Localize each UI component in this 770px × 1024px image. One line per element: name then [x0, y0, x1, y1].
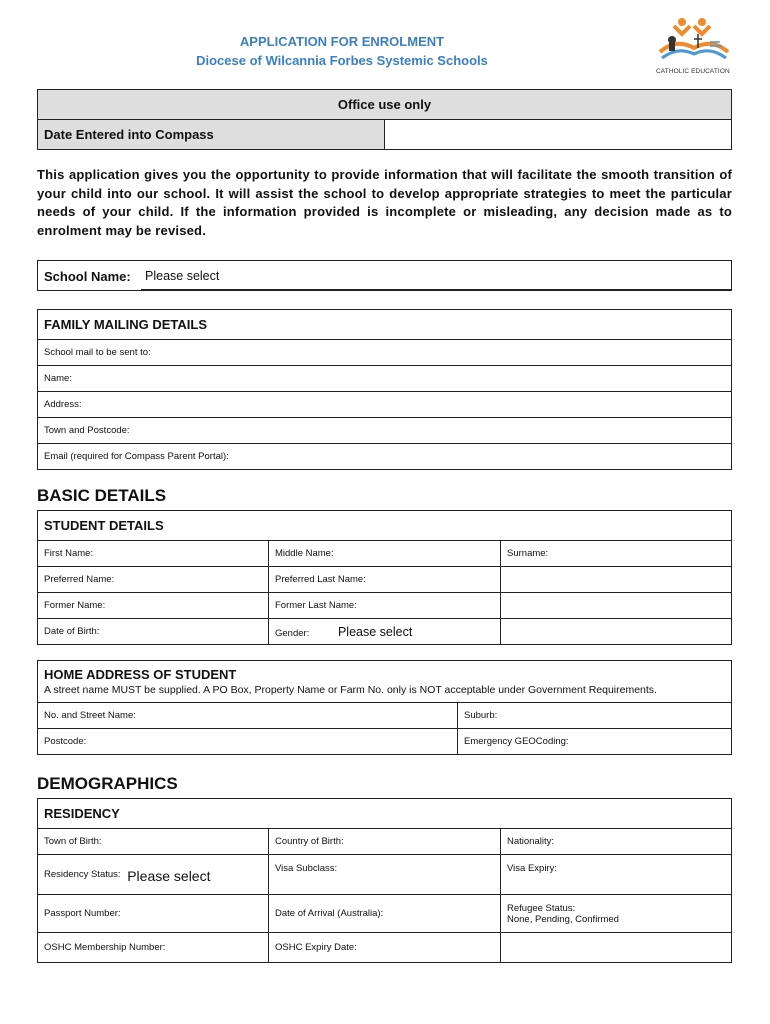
visa-expiry-field[interactable]: Visa Expiry: — [501, 855, 732, 895]
preferred-name-field[interactable]: Preferred Name: — [38, 567, 269, 593]
form-title: APPLICATION FOR ENROLMENT — [239, 34, 445, 49]
residency-table — [37, 798, 732, 963]
gender-select[interactable]: Please select — [334, 624, 416, 640]
home-address-heading: HOME ADDRESS OF STUDENT — [44, 667, 237, 682]
former-name-field[interactable]: Former Name: — [38, 593, 269, 619]
student-details-heading: STUDENT DETAILS — [38, 511, 732, 541]
surname-field[interactable]: Surname: — [501, 541, 732, 567]
geocoding-field[interactable]: Emergency GEOCoding: — [458, 729, 732, 755]
former-last-name-field[interactable]: Former Last Name: — [269, 593, 501, 619]
oshc-number-field[interactable]: OSHC Membership Number: — [38, 933, 269, 963]
demographics-title: DEMOGRAPHICS — [37, 774, 178, 793]
date-entered-field[interactable] — [385, 120, 732, 150]
oshc-expiry-field[interactable]: OSHC Expiry Date: — [269, 933, 501, 963]
logo-text: CATHOLIC EDUCATION — [656, 68, 730, 75]
date-entered-label: Date Entered into Compass — [38, 120, 385, 150]
form-subtitle: Diocese of Wilcannia Forbes Systemic Schools — [196, 53, 488, 68]
nationality-field[interactable]: Nationality: — [501, 829, 732, 855]
home-address-header-cell — [38, 661, 732, 703]
family-address-field[interactable]: Address: — [38, 392, 732, 418]
preferred-last-name-field[interactable]: Preferred Last Name: — [269, 567, 501, 593]
home-address-note: A street name MUST be supplied. A PO Box, Property Name or Farm No. only is NOT acceptable under Government Requirements. — [44, 684, 657, 696]
town-of-birth-field[interactable]: Town of Birth: — [38, 829, 269, 855]
postcode-field[interactable]: Postcode: — [38, 729, 458, 755]
middle-name-field[interactable]: Middle Name: — [269, 541, 501, 567]
school-name-select[interactable] — [141, 260, 732, 290]
first-name-field[interactable]: First Name: — [38, 541, 269, 567]
empty-cell — [501, 619, 732, 645]
school-name-row — [37, 260, 732, 291]
home-address-table — [37, 660, 732, 755]
basic-details-title: BASIC DETAILS — [37, 486, 167, 505]
email-field[interactable]: Email (required for Compass Parent Portal): — [38, 444, 732, 470]
empty-cell — [501, 933, 732, 963]
arrival-date-field[interactable]: Date of Arrival (Australia): — [269, 895, 501, 933]
visa-subclass-field[interactable]: Visa Subclass: — [269, 855, 501, 895]
family-mailing-heading: FAMILY MAILING DETAILS — [38, 310, 732, 340]
office-use-heading: Office use only — [38, 90, 732, 120]
office-use-table — [37, 89, 732, 150]
residency-status-select[interactable]: Please select — [123, 867, 214, 885]
suburb-field[interactable]: Suburb: — [458, 703, 732, 729]
school-name-label: School Name: — [44, 269, 131, 284]
residency-status-cell — [38, 855, 269, 895]
residency-heading: RESIDENCY — [38, 799, 732, 829]
family-mailing-table — [37, 309, 732, 470]
street-field[interactable]: No. and Street Name: — [38, 703, 458, 729]
intro-paragraph: This application gives you the opportunity to provide information that will facilitate the smooth transition of your child into our school. It will assist the school to develop appropriate strategies to meet the particular needs of your child. If the information provided is incomplete or misleading, any decision made as to enrolment may be revised. — [37, 167, 732, 238]
refugee-status-cell[interactable] — [501, 895, 732, 933]
gender-label: Gender: — [275, 627, 310, 639]
family-name-field[interactable]: Name: — [38, 366, 732, 392]
empty-cell — [501, 593, 732, 619]
country-of-birth-field[interactable]: Country of Birth: — [269, 829, 501, 855]
gender-cell — [269, 619, 501, 645]
refugee-status-label: Refugee Status: — [507, 902, 576, 914]
passport-field[interactable]: Passport Number: — [38, 895, 269, 933]
residency-status-label: Residency Status: — [44, 869, 121, 880]
catholic-education-logo — [652, 12, 736, 82]
dob-field[interactable]: Date of Birth: — [38, 619, 269, 645]
school-mail-field[interactable]: School mail to be sent to: — [38, 340, 732, 366]
refugee-status-options: None, Pending, Confirmed — [507, 913, 619, 925]
town-postcode-field[interactable]: Town and Postcode: — [38, 418, 732, 444]
student-details-table — [37, 510, 732, 645]
school-name-value: Please select — [145, 269, 220, 283]
logo-graphic — [652, 12, 736, 68]
empty-cell — [501, 567, 732, 593]
